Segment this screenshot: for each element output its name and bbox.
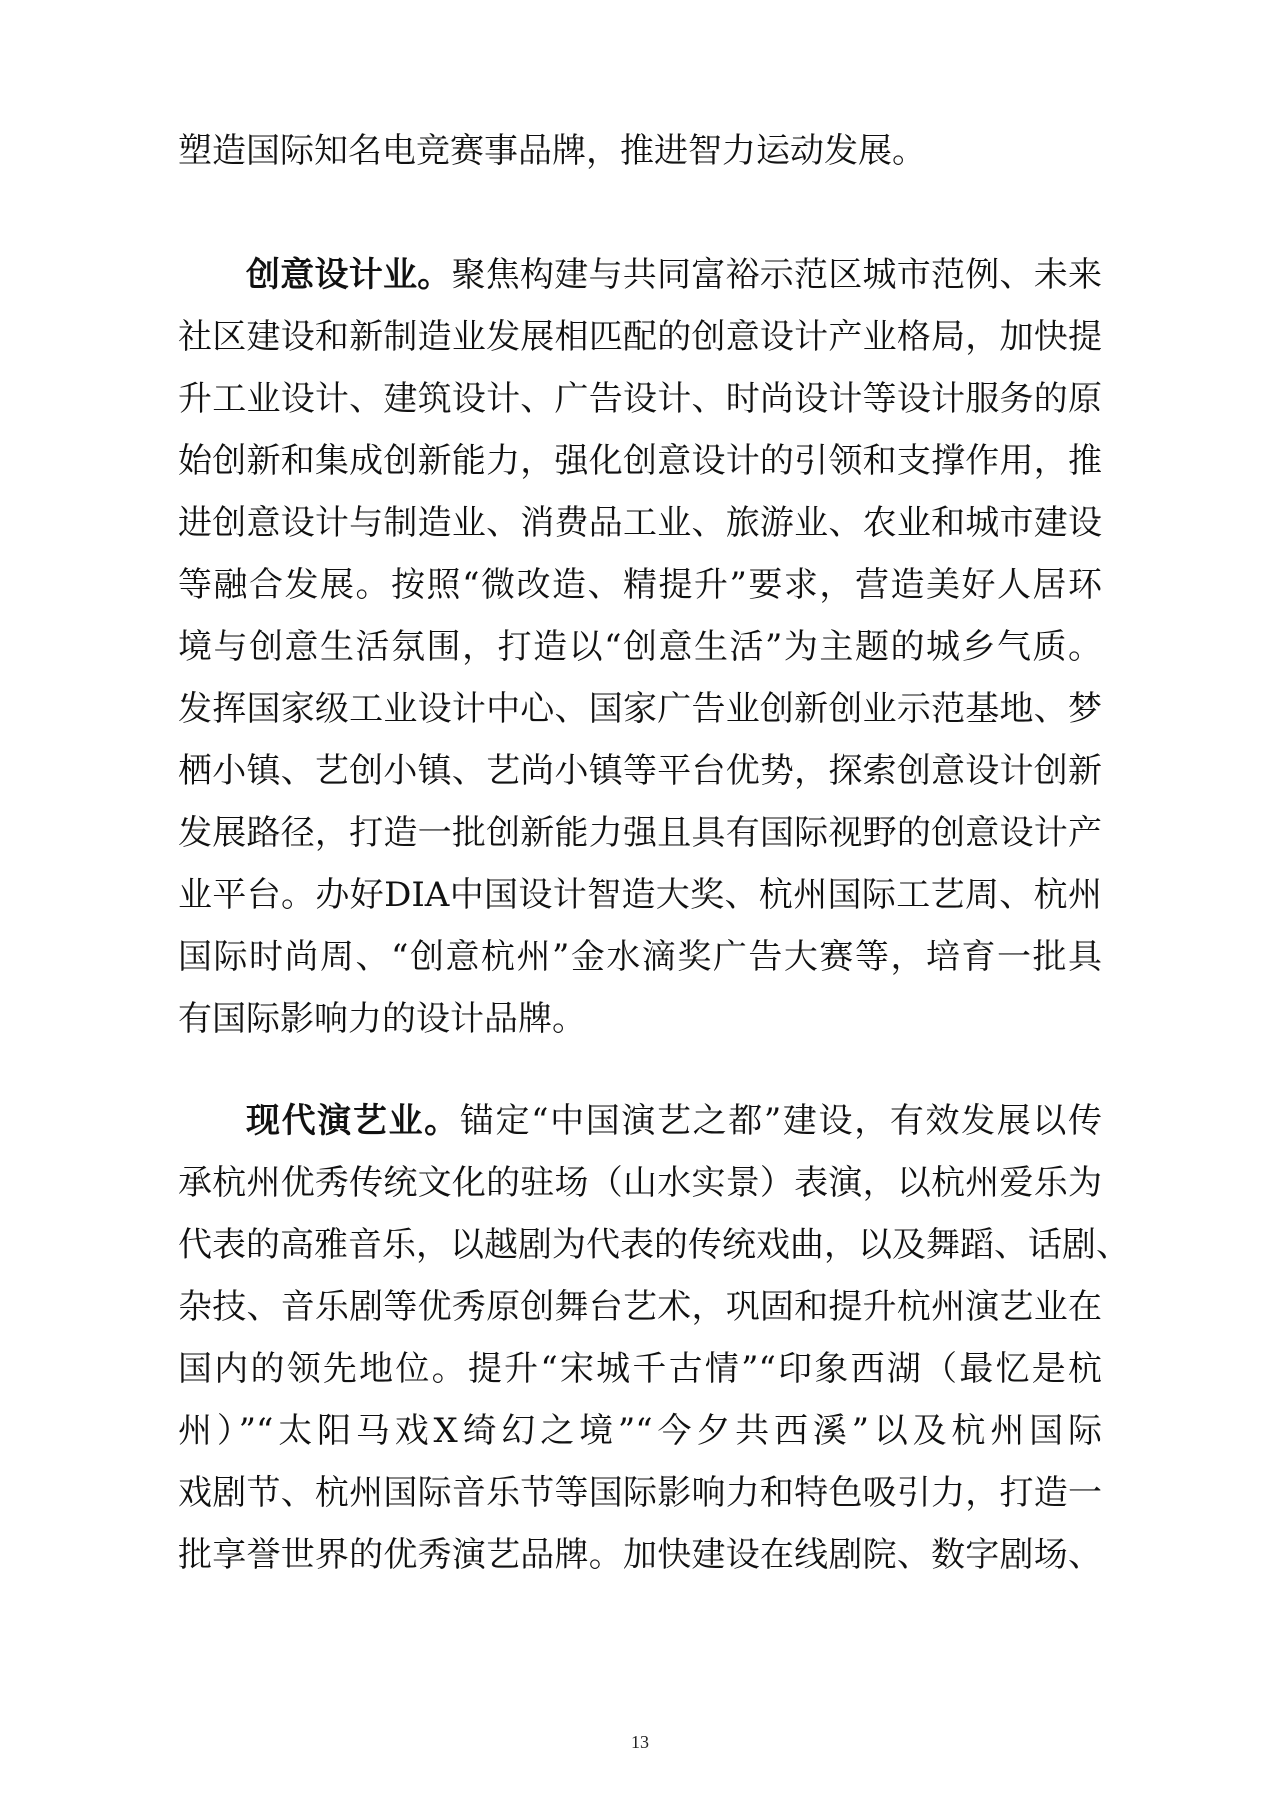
paragraph-line: 发展路径，打造一批创新能力强且具有国际视野的创意设计产 — [178, 813, 1102, 853]
paragraph-first-line — [178, 244, 1102, 306]
paragraph-line: 塑造国际知名电竞赛事品牌，推进智力运动发展。 — [178, 131, 926, 171]
paragraph-line: 始创新和集成创新能力，强化创意设计的引领和支撑作用，推 — [178, 441, 1102, 481]
paragraph-line: 发挥国家级工业设计中心、国家广告业创新创业示范基地、梦 — [178, 689, 1102, 729]
page-number: 13 — [631, 1732, 649, 1752]
paragraph-line: 进创意设计与制造业、消费品工业、旅游业、农业和城市建设 — [178, 503, 1102, 543]
paragraph-line: 锚定“中国演艺之都”建设，有效发展以传 — [459, 1101, 1103, 1141]
paragraph-line: 杂技、音乐剧等优秀原创舞台艺术，巩固和提升杭州演艺业在 — [178, 1287, 1102, 1327]
paragraph-line: 等融合发展。按照“微改造、精提升”要求，营造美好人居环 — [178, 565, 1102, 605]
paragraph-line: 有国际影响力的设计品牌。 — [178, 999, 586, 1039]
paragraph-line: 国际时尚周、“创意杭州”金水滴奖广告大赛等，培育一批具 — [178, 937, 1102, 977]
paragraph-line: 州）”“太阳马戏X绮幻之境”“今夕共西溪”以及杭州国际 — [178, 1411, 1102, 1451]
paragraph-first-line — [178, 1090, 1102, 1152]
paragraph-line: 代表的高雅音乐，以越剧为代表的传统戏曲，以及舞蹈、话剧、 — [178, 1225, 1130, 1265]
paragraph-creative-design — [178, 244, 1102, 1050]
paragraph-line: 栖小镇、艺创小镇、艺尚小镇等平台优势，探索创意设计创新 — [178, 751, 1102, 791]
paragraph-line: 社区建设和新制造业发展相匹配的创意设计产业格局，加快提 — [178, 317, 1102, 357]
section-heading: 创意设计业。 — [246, 255, 452, 295]
paragraph-line: 业平台。办好DIA中国设计智造大奖、杭州国际工艺周、杭州 — [178, 875, 1102, 915]
paragraph-line: 国内的领先地位。提升“宋城千古情”“印象西湖（最忆是杭 — [178, 1349, 1102, 1389]
paragraph-line: 戏剧节、杭州国际音乐节等国际影响力和特色吸引力，打造一 — [178, 1473, 1102, 1513]
paragraph-line: 升工业设计、建筑设计、广告设计、时尚设计等设计服务的原 — [178, 379, 1102, 419]
paragraph-esports-continuation — [178, 120, 1102, 182]
paragraph-line: 聚焦构建与共同富裕示范区城市范例、未来 — [451, 255, 1102, 295]
paragraph-line: 承杭州优秀传统文化的驻场（山水实景）表演，以杭州爱乐为 — [178, 1163, 1102, 1203]
paragraph-performing-arts — [178, 1090, 1130, 1586]
paragraph-line: 批享誉世界的优秀演艺品牌。加快建设在线剧院、数字剧场、 — [178, 1535, 1102, 1575]
paragraph-line: 境与创意生活氛围，打造以“创意生活”为主题的城乡气质。 — [178, 627, 1102, 667]
section-heading: 现代演艺业。 — [246, 1101, 460, 1141]
